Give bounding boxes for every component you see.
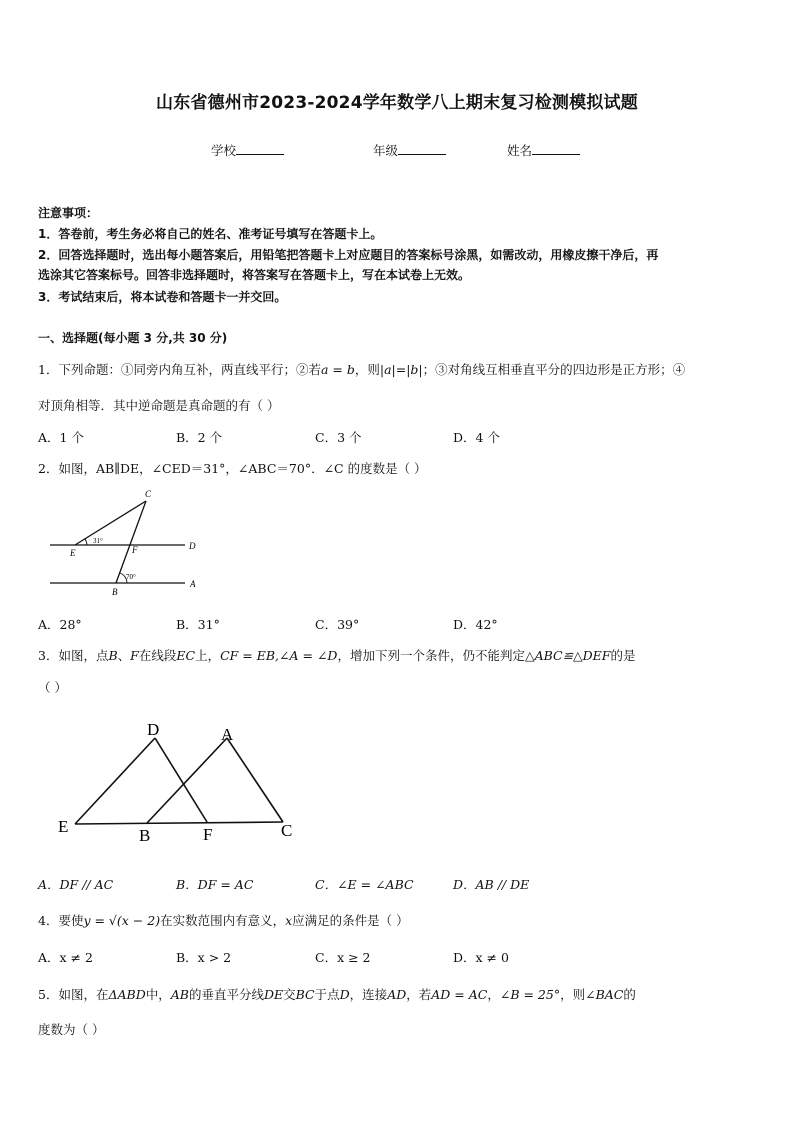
label-a: A <box>190 579 196 589</box>
q4-option-b: B．x > 2 <box>176 950 232 965</box>
section-heading: 一、选择题(每小题 3 分,共 30 分) <box>38 331 228 345</box>
q2-stem: 2．如图，AB∥DE，∠CED＝31°，∠ABC＝70°．∠C 的度数是（ ） <box>38 461 427 476</box>
q3-text-k: 的是 <box>610 648 636 663</box>
q3-option-d: D．AB // DE <box>453 877 530 892</box>
notice-heading: 注意事项： <box>38 206 99 220</box>
q4-text-c: 应满足的条件是（ ） <box>292 913 409 928</box>
q3-option-c: C．∠E = ∠ABC <box>315 877 414 892</box>
label-d: D <box>147 720 160 739</box>
q4-option-d: D．x ≠ 0 <box>453 950 509 965</box>
grade-blank <box>398 142 446 155</box>
q2-option-c: C．39° <box>315 617 360 632</box>
label-f: F <box>203 825 213 844</box>
q1-text-c: ；③对角线互相垂直平分的四边形是正方形；④ <box>422 362 686 377</box>
label-b: B <box>112 587 118 597</box>
q1-abs: |a|=|b| <box>379 362 423 377</box>
segment-ec <box>75 501 146 545</box>
q2-option-a: A．28° <box>38 617 82 632</box>
name-blank <box>532 142 580 155</box>
angle-label-70: 70° <box>126 573 136 581</box>
q3-line2: （ ） <box>38 680 67 695</box>
q2-figure <box>40 485 210 600</box>
q1-line1 <box>38 360 685 378</box>
segment-ac <box>227 738 283 822</box>
q4-formula: y = √(x − 2) <box>83 913 161 928</box>
label-f: F <box>132 545 138 555</box>
q1-option-b: B．2 个 <box>176 430 223 445</box>
q3-line1 <box>38 646 636 664</box>
q1-var: a = b <box>320 362 355 377</box>
page-title: 山东省德州市2023-2024学年数学八上期末复习检测模拟试题 <box>156 93 638 113</box>
q1-text-a: 1．下列命题：①同旁内角互补，两直线平行；②若 <box>38 362 321 377</box>
q5-line1: 5．如图，在ΔABD中，AB的垂直平分线DE交BC于点D，连接AD，若AD = AC，∠B = 25°，则∠BAC的 <box>38 987 636 1002</box>
q3-option-a: A．DF // AC <box>38 877 114 892</box>
q3-point-f: F <box>130 648 139 663</box>
label-e: E <box>58 817 69 836</box>
q4-text-a: 4．要使 <box>38 913 84 928</box>
q4-option-a: A．x ≠ 2 <box>38 950 93 965</box>
q3-point-b: B <box>108 648 118 663</box>
q1-option-d: D．4 个 <box>453 430 500 445</box>
grade-field <box>373 141 446 159</box>
segment-ec <box>75 822 283 824</box>
q1-option-c: C．3 个 <box>315 430 362 445</box>
q2-option-d: D．42° <box>453 617 498 632</box>
label-d: D <box>189 541 196 551</box>
q4-stem <box>38 911 409 929</box>
name-field <box>507 141 580 159</box>
q5-line2: 度数为（ ） <box>38 1022 105 1037</box>
q3-option-b: B．DF = AC <box>176 877 254 892</box>
q2-option-b: B．31° <box>176 617 220 632</box>
label-b: B <box>139 826 151 845</box>
q4-var-x: x <box>285 913 293 928</box>
notice-item-1: 1．答卷前，考生务必将自己的姓名、准考证号填写在答题卡上。 <box>38 227 383 241</box>
angle-arc-e <box>85 539 87 545</box>
label-c: C <box>145 489 152 499</box>
label-e: E <box>70 548 76 558</box>
q1-line2: 对顶角相等．其中逆命题是真命题的有（ ） <box>38 398 280 413</box>
segment-ba <box>147 738 227 823</box>
q3-text-a: 3．如图，点 <box>38 648 109 663</box>
q3-text-e: 在线段 <box>138 648 177 663</box>
q3-congruence: △ABC≌△DEF <box>524 648 611 663</box>
label-a: A <box>221 725 234 744</box>
school-field <box>211 141 284 159</box>
notice-item-3: 3．考试结束后，将本试卷和答题卡一并交回。 <box>38 290 287 304</box>
segment-cb <box>116 501 146 583</box>
angle-label-31: 31° <box>93 537 103 545</box>
q1-text-b: ，则 <box>354 362 380 377</box>
label-c: C <box>281 821 293 840</box>
segment-df <box>155 738 207 822</box>
q3-text-i: ，增加下列一个条件，仍不能判定 <box>337 648 525 663</box>
q3-text-g: 上， <box>195 648 221 663</box>
q3-segment-ec: EC <box>176 648 196 663</box>
school-blank <box>236 142 284 155</box>
q3-condition: CF = EB,∠A = ∠D <box>220 648 338 663</box>
q3-text-c: 、 <box>117 648 131 663</box>
q3-figure <box>55 718 305 848</box>
notice-item-2: 2．回答选择题时，选出每小题答案后，用铅笔把答题卡上对应题目的答案标号涂黑，如需改动，用橡皮擦干净后，再 <box>38 248 659 262</box>
school-label: 学校 <box>211 143 237 158</box>
name-label: 姓名 <box>507 143 533 158</box>
q1-option-a: A．1 个 <box>38 430 84 445</box>
notice-item-2-cont: 选涂其它答案标号。回答非选择题时，将答案写在答题卡上，写在本试卷上无效。 <box>38 268 471 282</box>
segment-ed <box>75 738 155 824</box>
q4-option-c: C．x ≥ 2 <box>315 950 371 965</box>
grade-label: 年级 <box>373 143 399 158</box>
q4-text-b: 在实数范围内有意义， <box>160 913 286 928</box>
